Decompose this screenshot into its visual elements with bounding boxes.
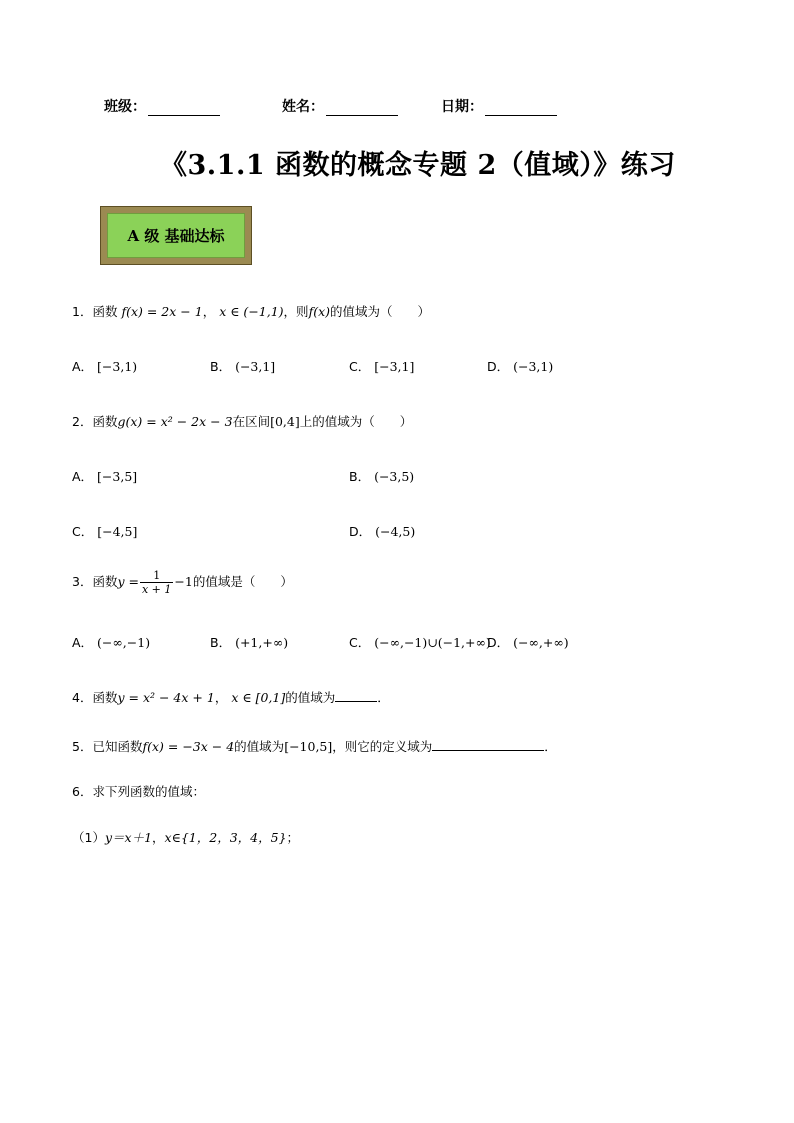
option-label: C．	[349, 635, 371, 650]
question-5	[72, 737, 557, 755]
question-2	[72, 412, 412, 430]
option-label: D．	[349, 524, 372, 539]
class-label: 班级：	[104, 99, 146, 115]
q3-text-2: 的值域是（ ）	[192, 574, 293, 589]
q5-answer-blank[interactable]	[432, 739, 544, 751]
q3-lhs: y =	[117, 574, 139, 589]
section-badge	[100, 206, 252, 265]
question-3	[72, 569, 293, 596]
q6-1-number: （1）	[72, 830, 105, 845]
q1-option-d[interactable]	[487, 357, 553, 375]
option-value: (−∞,+∞)	[513, 635, 569, 650]
q1-option-b[interactable]	[210, 357, 275, 375]
q1-condition: x ∈ (−1,1)	[219, 304, 284, 319]
option-label: B．	[210, 359, 232, 374]
q1-option-c[interactable]	[349, 357, 414, 375]
q2-text-3: 上的值域为（ ）	[299, 414, 413, 429]
option-value: (−3,1)	[513, 359, 554, 374]
question-6	[72, 782, 205, 800]
q5-number: 5．	[72, 739, 93, 754]
q3-fraction-denominator: x + 1	[141, 583, 172, 596]
q3-fraction-numerator: 1	[140, 569, 173, 583]
option-label: C．	[349, 359, 371, 374]
q5-text-3: ，则它的定义域为	[332, 739, 433, 754]
question-1	[72, 302, 430, 320]
q3-text-1: 函数	[92, 574, 118, 589]
q6-1-sep: ，	[152, 830, 165, 845]
q5-text-1: 已知函数	[92, 739, 143, 754]
q1-sep: ，	[202, 304, 216, 319]
date-blank[interactable]	[485, 101, 557, 116]
q3-rest: −1	[174, 574, 193, 589]
option-label: A．	[72, 359, 94, 374]
option-label: A．	[72, 635, 94, 650]
q1-function-ref: f(x)	[308, 304, 330, 319]
q4-number: 4．	[72, 690, 93, 705]
option-label: B．	[210, 635, 232, 650]
option-label: A．	[72, 469, 94, 484]
option-value: (−4,5)	[375, 524, 416, 539]
q5-text-2: 的值域为	[234, 739, 285, 754]
option-value: (−3,1]	[235, 359, 276, 374]
q1-text-2: ，则	[283, 304, 309, 319]
q3-option-b[interactable]	[210, 633, 288, 651]
q2-function: g(x) = x² − 2x − 3	[117, 414, 233, 429]
option-value: [−3,1]	[374, 359, 415, 374]
q5-function: f(x) = −3x − 4	[142, 739, 235, 754]
option-label: B．	[349, 469, 371, 484]
q1-text-1: 函数	[92, 304, 118, 319]
q1-option-a[interactable]	[72, 357, 137, 375]
option-value: [−3,5]	[97, 469, 138, 484]
q2-interval: [0,4]	[270, 414, 300, 429]
q4-function: y = x² − 4x + 1	[117, 690, 215, 705]
option-label: C．	[72, 524, 94, 539]
q6-1-set: x∈{1，2，3，4，5}	[164, 830, 287, 845]
option-value: (−3,5)	[374, 469, 415, 484]
q6-number: 6．	[72, 784, 93, 799]
section-badge-label: A 级 基础达标	[107, 213, 245, 258]
option-value: (−∞,−1)∪(−1,+∞)	[374, 635, 491, 650]
q6-text: 求下列函数的值域：	[92, 784, 205, 799]
option-label: D．	[487, 635, 510, 650]
q1-function: f(x) = 2x − 1	[121, 304, 203, 319]
q2-option-c[interactable]	[72, 522, 137, 540]
option-value: (−∞,−1)	[97, 635, 151, 650]
page-title: 《3.1.1 函数的概念专题 2（值域）》练习	[160, 150, 676, 181]
q4-condition: x ∈ [0,1]	[231, 690, 286, 705]
q4-sep: ，	[214, 690, 228, 705]
question-6-part-1	[72, 828, 299, 846]
date-label: 日期：	[441, 99, 483, 115]
option-value: [−3,1)	[97, 359, 138, 374]
q2-option-b[interactable]	[349, 467, 414, 485]
class-blank[interactable]	[148, 101, 220, 116]
q4-answer-blank[interactable]	[335, 690, 377, 702]
option-value: (+1,+∞)	[235, 635, 289, 650]
q3-number: 3．	[72, 574, 93, 589]
q3-option-d[interactable]	[487, 633, 569, 651]
q6-1-function: y＝x＋1	[104, 830, 153, 845]
q3-option-c[interactable]	[349, 633, 491, 651]
q2-option-a[interactable]	[72, 467, 137, 485]
q1-number: 1．	[72, 304, 93, 319]
q3-fraction	[140, 569, 173, 596]
q4-end: ．	[377, 690, 390, 705]
option-value: [−4,5]	[97, 524, 138, 539]
date-field	[441, 96, 557, 116]
name-field	[282, 96, 398, 116]
q2-option-d[interactable]	[349, 522, 415, 540]
name-blank[interactable]	[326, 101, 398, 116]
q5-end: ．	[544, 739, 557, 754]
q4-text-2: 的值域为	[285, 690, 336, 705]
q5-range: [−10,5]	[284, 739, 333, 754]
question-4	[72, 688, 390, 706]
q2-text-2: 在区间	[232, 414, 271, 429]
class-field	[104, 96, 220, 116]
name-label: 姓名：	[282, 99, 324, 115]
q2-number: 2．	[72, 414, 93, 429]
q6-1-end: ；	[286, 830, 300, 845]
q1-text-3: 的值域为（ ）	[330, 304, 431, 319]
q4-text-1: 函数	[92, 690, 118, 705]
q3-option-a[interactable]	[72, 633, 150, 651]
q2-text-1: 函数	[92, 414, 118, 429]
option-label: D．	[487, 359, 510, 374]
